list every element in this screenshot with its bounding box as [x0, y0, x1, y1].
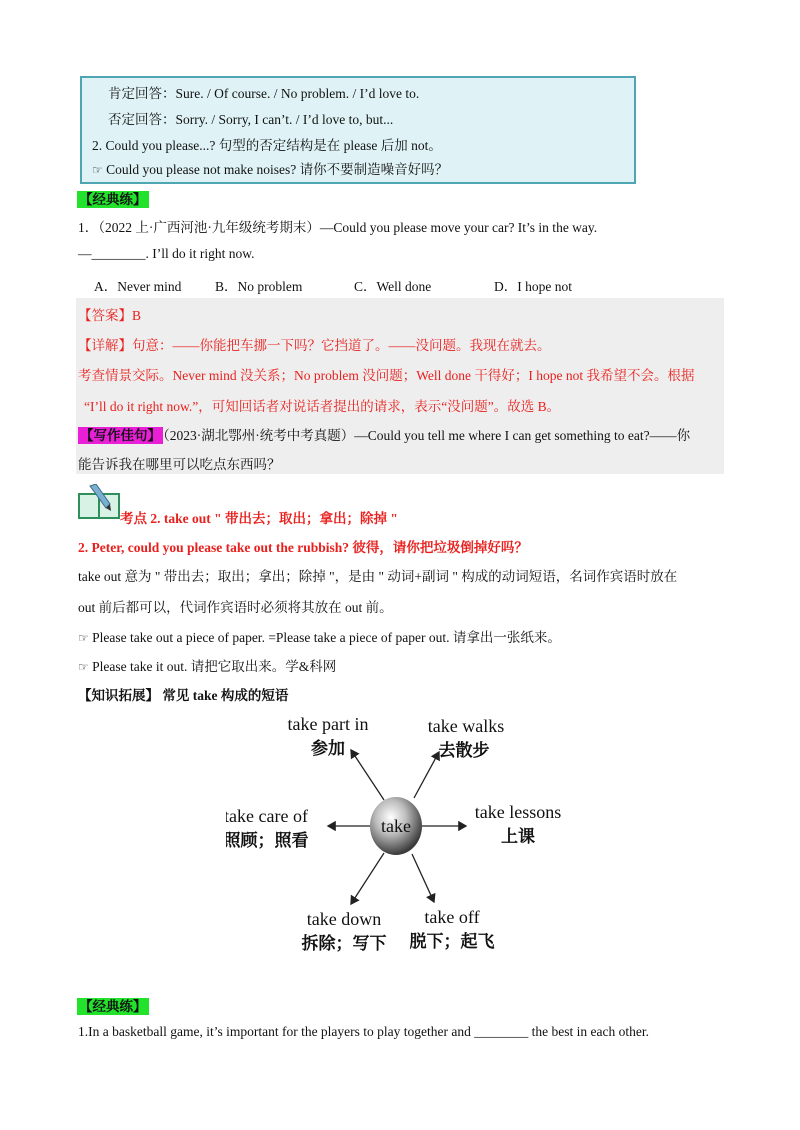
book-pencil-icon: [78, 484, 124, 520]
kaodian-example-1: ☞ Please take out a piece of paper. =Please take a piece of paper out. 请拿出一张纸来。: [78, 630, 561, 645]
option-c: C．Well done: [354, 279, 432, 294]
negative-answer-line: 否定回答：Sorry. / Sorry, I can’t. / I’d love to, but...: [108, 112, 394, 127]
answer-explanation-1: 考查情景交际。Never mind 没关系；No problem 没问题；Well done 干得好；I hope not 我希望不会。根据: [78, 368, 695, 383]
option-d: D．I hope not: [494, 279, 572, 294]
question-1-blank-line: —________. I’ll do it right now.: [78, 246, 255, 261]
negation-rule-line: 2. Could you please...? 句型的否定结构是在 please 后加 not。: [92, 138, 442, 153]
label-take-care-of-en: take care of: [226, 806, 308, 826]
arrow-to-take-walks: [414, 752, 439, 798]
writing-sentence-line-2: 能告诉我在哪里可以吃点东西吗？: [78, 457, 281, 472]
question-1-options: [0, 275, 800, 295]
positive-answer-line: 肯定回答：Sure. / Of course. / No problem. / I’d love to.: [108, 86, 420, 101]
option-a: A．Never mind: [94, 279, 182, 294]
take-phrase-diagram: [226, 708, 576, 958]
question-1-stem: 1．（2022 上·广西河池·九年级统考期末）—Could you please move your car? It’s in the way.: [78, 220, 598, 235]
label-take-walks-cn: 去散步: [438, 741, 490, 761]
arrow-to-take-off: [412, 854, 434, 902]
pointing-hand-icon: ☞: [78, 631, 89, 645]
negation-example-text: Could you please not make noises? 请你不要制造噪音好吗？: [102, 162, 449, 177]
kaodian-body-2: out 前后都可以，代词作宾语时必须将其放在 out 前。: [78, 600, 393, 615]
writing-sentence-1: （2023·湖北鄂州·统考中考真题）—Could you tell me where I can get something to eat?——你: [163, 428, 691, 443]
classic-practice-tag: 【经典练】: [79, 192, 147, 207]
arrow-to-take-down: [351, 853, 384, 904]
classic-practice-tag-2: 【经典练】: [79, 999, 147, 1014]
label-take-walks-en: take walks: [427, 716, 505, 736]
answer-label: 【答案】B: [78, 308, 142, 323]
label-take-care-of-cn: 照顾；照看: [226, 831, 309, 851]
writing-tag: 【写作佳句】: [80, 428, 161, 443]
writing-sentence-line-1: [78, 424, 690, 444]
label-take-part-in-en: take part in: [287, 714, 369, 734]
label-take-part-in-cn: 参加: [311, 739, 345, 759]
answer-block: [76, 298, 724, 474]
knowledge-expansion-heading: 【知识拓展】 常见 take 构成的短语: [78, 688, 289, 703]
answer-explanation-2: “I’ll do it right now.”，可知回话者对说话者提出的请求，表示“没问题”。故选 B。: [84, 399, 561, 414]
label-take-lessons-en: take lessons: [474, 802, 562, 822]
kaodian-body-1: take out 意为 " 带出去；取出；拿出；除掉 "，是由 " 动词+副词 " 构成的动词短语，名词作宾语时放在: [78, 569, 678, 584]
kaodian-example-sentence: 2. Peter, could you please take out the rubbish? 彼得，请你把垃圾倒掉好吗？: [78, 540, 528, 555]
answer-detail: 【详解】句意：——你能把车挪一下吗？它挡道了。——没问题。我现在就去。: [78, 338, 551, 353]
label-take-down-en: take down: [306, 909, 382, 929]
label-take-lessons-cn: 上课: [501, 827, 535, 847]
pointing-hand-icon: ☞: [92, 163, 103, 177]
kaodian-title: 考点 2. take out " 带出去；取出；拿出；除掉 ": [120, 511, 398, 526]
diagram-center-label: take: [381, 816, 411, 836]
kaodian-example-2: ☞ Please take it out. 请把它取出来。学&科网: [78, 659, 337, 674]
question-2-stem: 1.In a basketball game, it’s important for the players to play together and ________ the best in each other.: [78, 1024, 649, 1039]
label-take-off-cn: 脱下；起飞: [409, 932, 495, 952]
pointing-hand-icon: ☞: [78, 660, 89, 674]
note-box: [80, 76, 636, 184]
option-b: B．No problem: [215, 279, 303, 294]
label-take-down-cn: 拆除；写下: [301, 934, 387, 954]
negation-example-line: [92, 158, 448, 178]
arrow-to-take-part-in: [351, 750, 384, 800]
label-take-off-en: take off: [424, 907, 480, 927]
